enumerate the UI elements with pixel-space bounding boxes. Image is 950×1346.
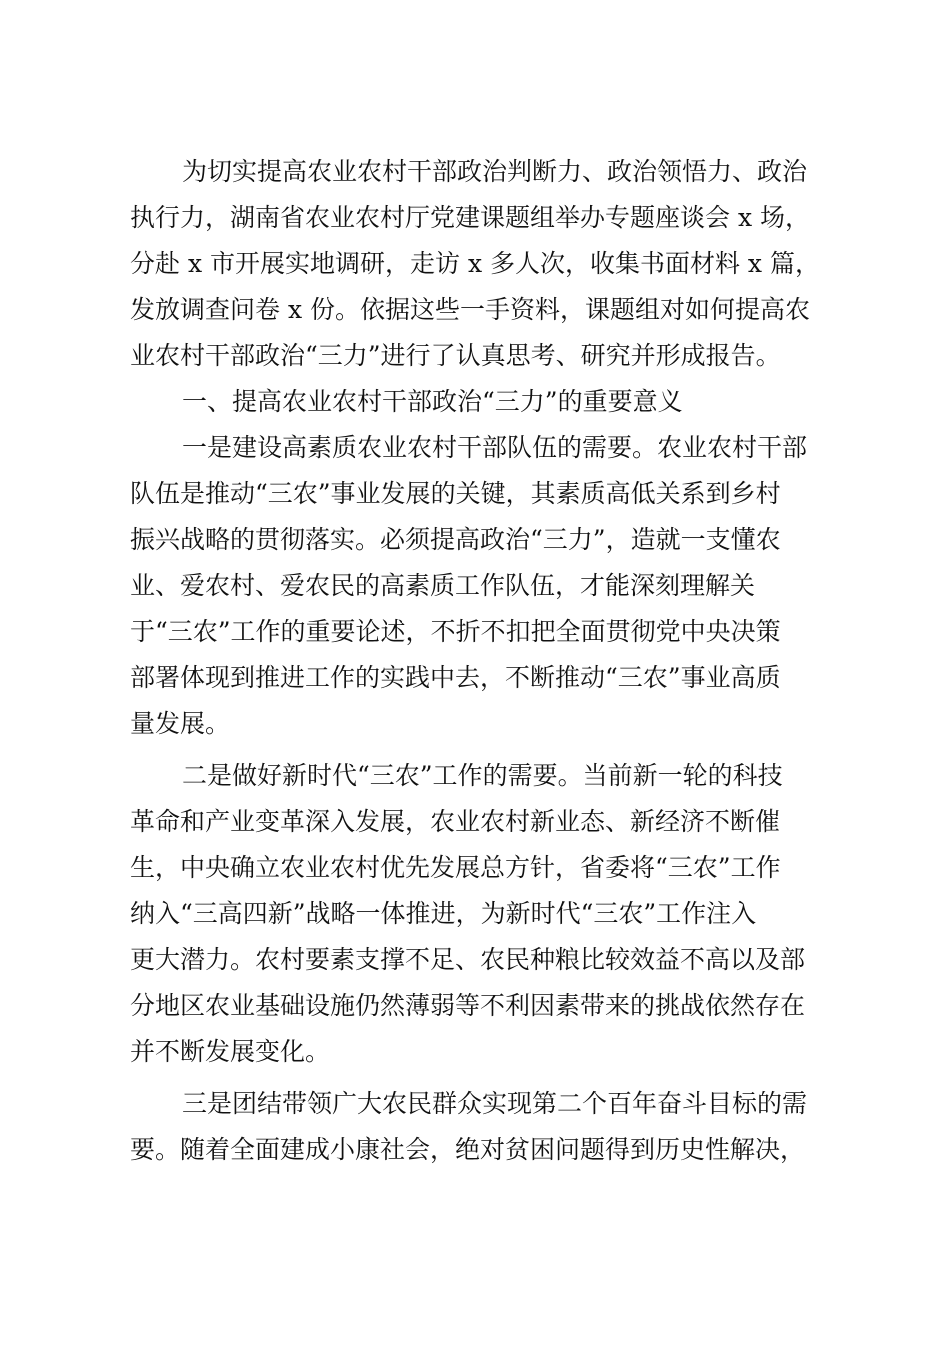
paragraph-1-line-2: 执行力，湖南省农业农村厅党建课题组举办专题座谈会 x 场，: [130, 203, 810, 232]
paragraph-4-line-4: 纳入“三高四新”战略一体推进，为新时代“三农”工作注入: [130, 899, 757, 928]
paragraph-4-line-5: 更大潜力。农村要素支撑不足、农民种粮比较效益不高以及部: [130, 945, 806, 974]
paragraph-3-line-2: 队伍是推动“三农”事业发展的关键，其素质高低关系到乡村: [130, 479, 781, 508]
paragraph-1-line-1: 为切实提高农业农村干部政治判断力、政治领悟力、政治: [182, 157, 808, 186]
paragraph-4-line-3: 生，中央确立农业农村优先发展总方针，省委将“三农”工作: [130, 853, 781, 882]
section-heading: 一、提高农业农村干部政治“三力”的重要意义: [182, 387, 683, 416]
paragraph-4-line-1: 二是做好新时代“三农”工作的需要。当前新一轮的科技: [182, 761, 783, 790]
paragraph-1-line-4: 发放调查问卷 x 份。依据这些一手资料，课题组对如何提高农: [130, 295, 810, 324]
paragraph-3-line-6: 部署体现到推进工作的实践中去，不断推动“三农”事业高质: [130, 663, 781, 692]
paragraph-1-line-3: 分赴 x 市开展实地调研，走访 x 多人次，收集书面材料 x 篇，: [130, 249, 820, 278]
paragraph-1-line-5: 业农村干部政治“三力”进行了认真思考、研究并形成报告。: [130, 341, 781, 370]
paragraph-3-line-3: 振兴战略的贯彻落实。必须提高政治“三力”，造就一支懂农: [130, 525, 781, 554]
paragraph-3-line-4: 业、爱农村、爱农民的高素质工作队伍，才能深刻理解关: [130, 571, 756, 600]
paragraph-3-line-5: 于“三农”工作的重要论述，不折不扣把全面贯彻党中央决策: [130, 617, 781, 646]
paragraph-5-line-2: 要。随着全面建成小康社会，绝对贫困问题得到历史性解决，: [130, 1135, 806, 1164]
paragraph-3-line-1: 一是建设高素质农业农村干部队伍的需要。农业农村干部: [182, 433, 808, 462]
paragraph-4-line-7: 并不断发展变化。: [130, 1037, 331, 1066]
paragraph-4-line-2: 革命和产业变革深入发展，农业农村新业态、新经济不断催: [130, 807, 781, 836]
paragraph-4-line-6: 分地区农业基础设施仍然薄弱等不利因素带来的挑战依然存在: [130, 991, 806, 1020]
paragraph-5-line-1: 三是团结带领广大农民群众实现第二个百年奋斗目标的需: [182, 1089, 808, 1118]
paragraph-3-line-7: 量发展。: [130, 709, 231, 738]
